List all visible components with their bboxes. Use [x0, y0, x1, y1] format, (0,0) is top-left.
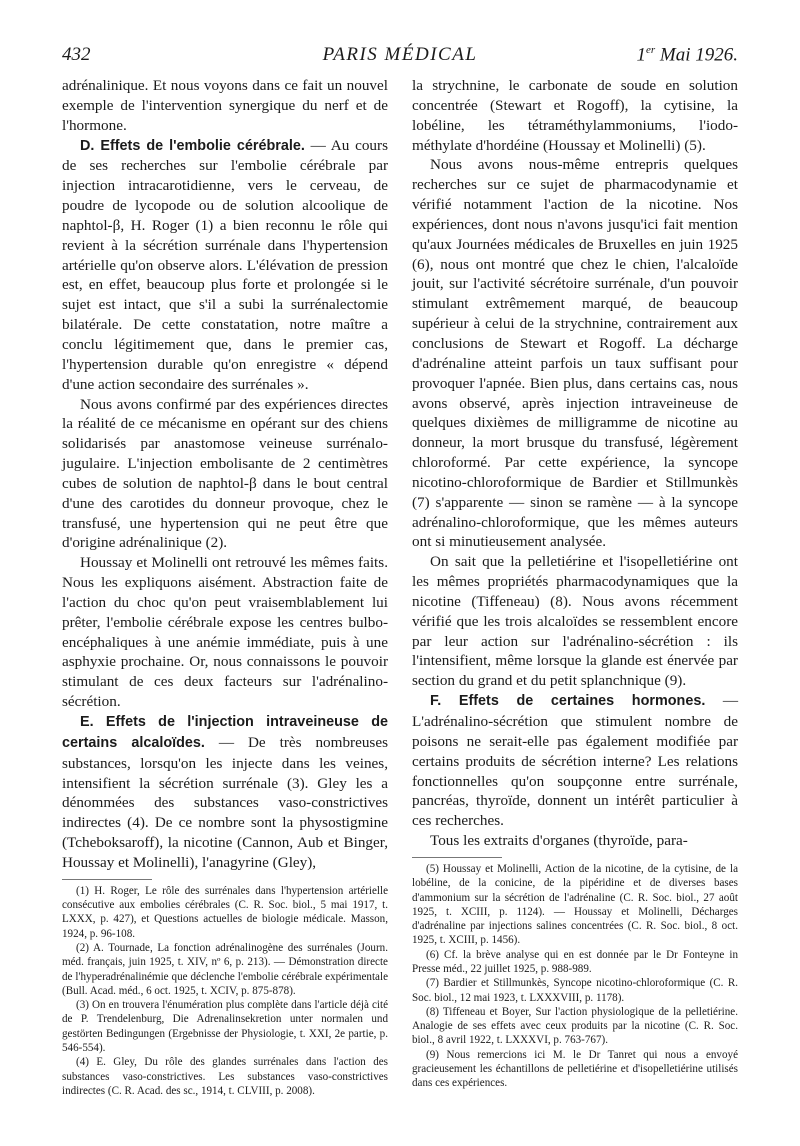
footnote-5: (5) Houssay et Molinelli, Action de la nicotine, de la cytisine, de la lobéline, de la conicine, de la pipéridine et de diverses bases d'ammonium sur la sécrétion de l'adrénaline (C. R. Soc. biol., 27 août 1925, t. XCIII, p. 1124). — Houssay et Molinelli, Décharges d'adrénaline par injections salines concentrées (C. R. Soc. biol., 8 oct. 1925, t. XCIII, p. 1456).	[412, 862, 738, 947]
section-d	[62, 136, 388, 395]
section-d-title: D. Effets de l'embolie cérébrale.	[80, 137, 305, 154]
footnote-3: (3) On en trouvera l'énumération plus complète dans l'article déjà cité de P. Trendelenburg, Die Adrenalinsekretion unter normalen und gestörten Bedingungen (Ergebnisse der Physiologie, t. XXI, 2e partie, p. 546-554).	[62, 999, 388, 1055]
paragraph: On sait que la pelletiérine et l'isopelletiérine ont les mêmes propriétés pharmacodynamiques que la nicotine (Tiffeneau) (8). Nous avons récemment vérifié que les trois alcaloïdes se ressemblent encore par leur action sur l'adrénalino-sécrétion : ils l'intensifient, même lorsque la glande est énervée par section du grand et du petit splanchnique (9).	[412, 553, 738, 690]
page-header	[62, 44, 738, 68]
paragraph: Houssay et Molinelli ont retrouvé les mêmes faits. Nous les expliquons aisément. Abstraction faite de l'action du choc qu'on peut vraisemblablement lui prêter, l'embolie cérébrale expose les centres bulbo-encéphaliques à une anémie immédiate, puis à une asphyxie prochaine. Or, nous connaissons le pouvoir stimulant de ces deux facteurs sur l'adrénalino-sécrétion.	[62, 554, 388, 711]
footnote-6: (6) Cf. la brève analyse qui en est donnée par le Dr Fonteyne in Presse méd., 22 juillet 1925, p. 988-989.	[412, 948, 738, 975]
section-f-text: — L'adrénalino-sécrétion que stimulent nombre de poisons ne serait-elle pas également modifiée par certains produits de sécrétion interne? Les relations fonctionnelles qu'on soupçonne entre surrénale, pancréas, thyroïde, donnent un intérêt particulier à ces recherches.	[412, 692, 738, 830]
section-e-title: E. Effets de l'injection intraveineuse de certains alcaloïdes.	[62, 714, 388, 751]
issue-date	[636, 44, 738, 66]
journal-title: PARIS MÉDICAL	[322, 44, 478, 65]
footnote-8: (8) Tiffeneau et Boyer, Sur l'action physiologique de la pelletiérine. Analogie de ses effets avec ceux produits par la nicotine (C. R. Soc. biol., 8 avril 1922, t. LXXXVI, p. 763-767).	[412, 1005, 738, 1047]
paragraph: Nous avons confirmé par des expériences directes la réalité de ce mécanisme en opérant sur des chiens solidarisés par anastomose veineuse surrénalo-jugulaire. L'injection embolisante de 2 centimètres cubes de solution de naphtol-β dans le bout central d'une des carotides du donneur provoque, chez le transfusé, une hypertension qui ne peut être que d'origine adrénalinique (2).	[62, 395, 388, 552]
section-d-text: — Au cours de ses recherches sur l'embolie cérébrale par injection intracarotidienne, vers le cerveau, de poudre de lycopode ou de solution alcoolique de naphtol-β, H. Roger (1) a bien reconnu le rôle qui revient à la sécrétion surrénale dans l'hypertension artérielle qu'on observe alors. L'élévation de pression est, en effet, beaucoup plus forte et prolongée si le sujet est intact, que s'il a subi la surrénalectomie bilatérale. De cette constatation, notre maître a conclu légitimement que, dans le premier cas, l'hypertension durable qu'on enregistre « dépend d'une action secondaire des surrénales ».	[62, 136, 388, 393]
footnote-divider	[62, 879, 152, 880]
page-number: 432	[62, 44, 91, 65]
footnote-4: (4) E. Gley, Du rôle des glandes surrénales dans l'action des substances vaso-constrictives. Les substances vaso-constrictives indirectes (C. R. Acad. des sc., 1914, t. CLVIII, p. 2008).	[62, 1056, 388, 1097]
section-f-title: F. Effets de certaines hormones.	[430, 693, 706, 710]
footnote-9: (9) Nous remercions ici M. le Dr Tanret qui nous a envoyé gracieusement les échantillons de pelletiérine et d'isopelletiérine utilisés dans ces expériences.	[412, 1048, 738, 1090]
right-column	[412, 76, 738, 1091]
footnote-2: (2) A. Tournade, La fonction adrénalinogène des surrénales (Journ. méd. français, juin 1925, t. XIV, nº 6, p. 213). — Démonstration directe de l'hyperadrénalinémie que déclenche l'embolie cérébrale expérimentale (Bull. Acad. méd., 6 oct. 1925, t. XCIV, p. 875-878).	[62, 941, 388, 997]
paragraph: adrénalinique. Et nous voyons dans ce fait un nouvel exemple de l'intervention synergique du nerf et de l'hormone.	[62, 77, 388, 134]
footnote-divider	[412, 857, 502, 858]
paragraph: la strychnine, le carbonate de soude en solution concentrée (Stewart et Rogoff), la cytisine, la lobéline, les tétraméthylammoniums, l'iodo-méthylate d'hordéine (Houssay et Molinelli) (5).	[412, 77, 738, 154]
section-e-text: — De très nombreuses substances, lorsqu'on les injecte dans les veines, intensifient la sécrétion surrénale (3). Gley les a dénommées des substances vaso-constrictives indirectes (4). De ce nombre sont la physostigmine (Tcheboksaroff), la nicotine (Cannon, Aub et Binger, Houssay et Molinelli), l'anagyrine (Gley),	[62, 733, 388, 871]
issue-date-day: 1	[636, 44, 646, 66]
footnote-7: (7) Bardier et Stillmunkès, Syncope nicotino-chloroformique (C. R. Soc. biol., 12 mai 1923, t. LXXXVIII, p. 1178).	[412, 977, 738, 1004]
issue-date-sup: er	[645, 44, 656, 56]
paragraph: Nous avons nous-même entrepris quelques recherches sur ce sujet de pharmacodynamie et vérifié notamment l'action de la nicotine. Nos expériences, dont nous n'avons jusqu'ici fait mention qu'aux Journées médicales de Bruxelles en juin 1925 (6), nous ont montré que chez le chien, l'alcaloïde jouit, sur l'activité sécrétoire surrénale, d'un pouvoir stimulant extrêmement marqué, de beaucoup supérieur à celui de la strychnine, contrairement aux conclusions de Stewart et Rogoff. La décharge d'adrénaline atteint parfois un taux suffisant pour provoquer l'apnée. Bien plus, dans certains cas, nous avons observé, après injection intraveineuse de quelques dixièmes de milligramme de nicotine au donneur, la mort brusque du transfusé, légèrement chloroformé. Par cette expérience, la syncope nicotino-chloroformique de Bardier et Stillmunkès (7) s'apparente — sinon se ramène — à la syncope adrénalino-chloroformique, que les mêmes auteurs ont si minutieusement analysée.	[412, 156, 738, 551]
section-e	[62, 712, 388, 873]
paragraph: Tous les extraits d'organes (thyroïde, para-	[430, 832, 688, 850]
footnote-1: (1) H. Roger, Le rôle des surrénales dans l'hypertension artérielle consécutive aux embolies cérébrales (C. R. Soc. biol., 5 mai 1917, t. LXXX, p. 427), et Questions actuelles de biologie médicale. Masson, 1924, p. 96-108.	[62, 884, 388, 940]
section-f	[412, 691, 738, 831]
left-column	[62, 76, 388, 1098]
issue-date-rest: Mai 1926.	[655, 44, 738, 66]
